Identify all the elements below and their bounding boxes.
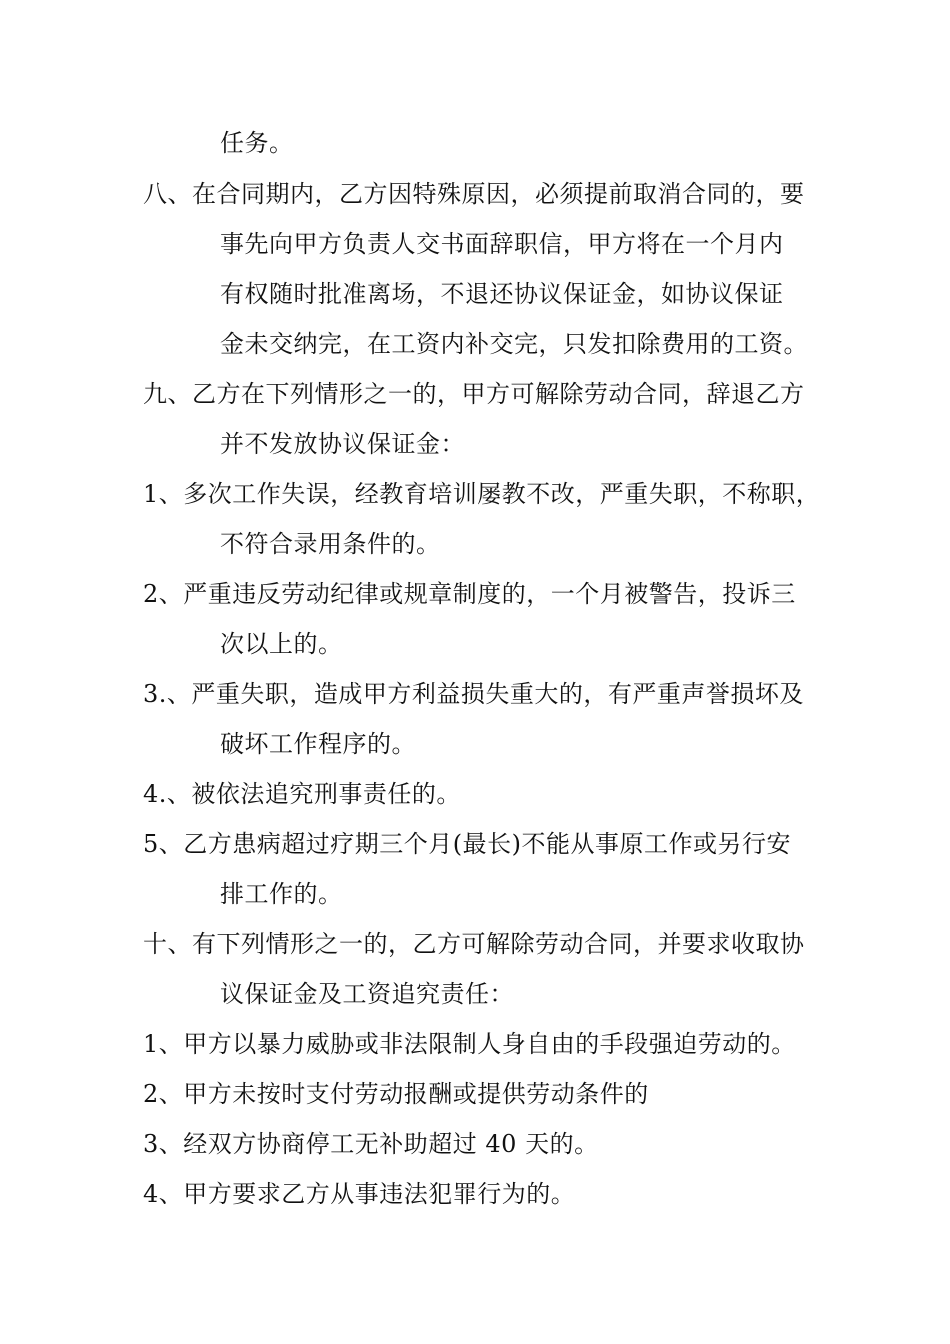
text-line-5: 金未交纳完，在工资内补交完，只发扣除费用的工资。 <box>220 330 808 358</box>
text-line-18: 议保证金及工资追究责任： <box>220 980 514 1008</box>
text-line-16: 排工作的。 <box>220 880 343 908</box>
text-line-12: 3.、严重失职，造成甲方利益损失重大的，有严重声誉损坏及 <box>143 680 804 708</box>
text-line-21: 3、经双方协商停工无补助超过 40 天的。 <box>143 1130 599 1158</box>
text-line-22: 4、甲方要求乙方从事违法犯罪行为的。 <box>143 1180 576 1208</box>
text-line-15: 5、乙方患病超过疗期三个月(最长)不能从事原工作或另行安 <box>143 830 791 858</box>
text-line-19: 1、甲方以暴力威胁或非法限制人身自由的手段强迫劳动的。 <box>143 1030 796 1058</box>
text-line-8: 1、多次工作失误，经教育培训屡教不改，严重失职，不称职， <box>143 480 821 508</box>
text-line-9: 不符合录用条件的。 <box>220 530 441 558</box>
text-line-17: 十、有下列情形之一的，乙方可解除劳动合同，并要求收取协 <box>143 930 805 958</box>
text-line-3: 事先向甲方负责人交书面辞职信，甲方将在一个月内 <box>220 230 784 258</box>
text-line-11: 次以上的。 <box>220 630 343 658</box>
text-line-20: 2、甲方未按时支付劳动报酬或提供劳动条件的 <box>143 1080 649 1108</box>
text-line-6: 九、乙方在下列情形之一的，甲方可解除劳动合同，辞退乙方 <box>143 380 805 408</box>
text-line-13: 破坏工作程序的。 <box>220 730 416 758</box>
text-line-4: 有权随时批准离场，不退还协议保证金，如协议保证 <box>220 280 784 308</box>
text-line-7: 并不发放协议保证金： <box>220 430 465 458</box>
text-line-10: 2、严重违反劳动纪律或规章制度的，一个月被警告，投诉三 <box>143 580 796 608</box>
text-line-2: 八、在合同期内，乙方因特殊原因，必须提前取消合同的，要 <box>143 180 805 208</box>
text-line-1: 任务。 <box>220 129 294 157</box>
text-line-14: 4.、被依法追究刑事责任的。 <box>143 780 461 808</box>
